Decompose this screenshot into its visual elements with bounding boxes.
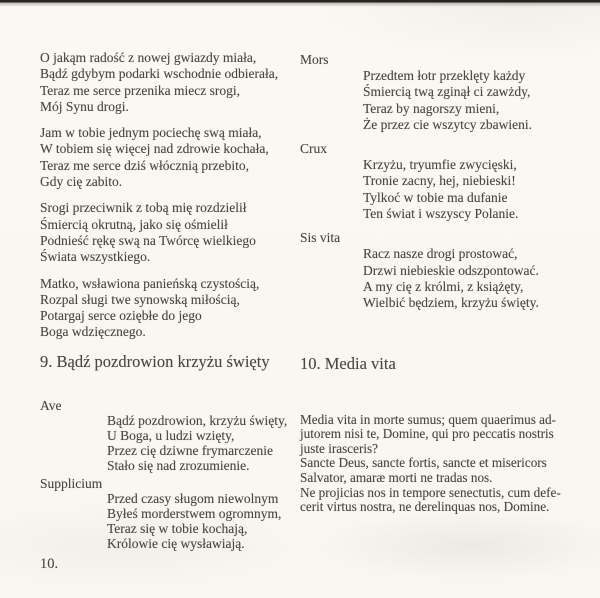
right-column xyxy=(300,52,580,515)
verse-line: Teraz się w tobie kochają, xyxy=(107,520,248,536)
labeled-stanza-crux xyxy=(300,141,580,222)
stanza xyxy=(363,157,580,222)
verse-line: Jam w tobie jednym pociechę swą miała, xyxy=(40,125,262,141)
stanza-label-sis-vita: Sis vita xyxy=(300,230,341,246)
verse-line: Srogi przeciwnik z tobą mię rozdzielił xyxy=(40,200,247,216)
hymn-heading-9: 9. Bądź pozdrowion krzyżu święty xyxy=(40,351,270,371)
stanza xyxy=(40,125,298,190)
labeled-stanza-mors xyxy=(300,52,580,133)
paragraph-line: Ne projicias nos in tempore senectutis, cum defe- xyxy=(300,484,561,500)
labeled-stanza-sis-vita xyxy=(300,230,580,311)
verse-line: Teraz me serce przenika miecz srogi, xyxy=(40,82,240,98)
stanza xyxy=(40,276,298,341)
verse-line: Podnieść rękę swą na Twórcę wielkiego xyxy=(40,232,256,248)
stanza xyxy=(107,413,298,474)
latin-paragraph xyxy=(300,413,580,515)
paragraph-line: jutorem nisi te, Domine, qui pro peccatis nostris xyxy=(300,426,554,442)
stanza xyxy=(40,50,298,115)
verse-line: Przedtem łotr przeklęty każdy xyxy=(363,68,526,83)
stanza-label-crux: Crux xyxy=(300,141,327,157)
verse-line: O jakąm radość z nowej gwiazdy miała, xyxy=(40,50,257,65)
page-top-edge-shadow xyxy=(0,0,600,7)
verse-line: Stało się nad zrozumienie. xyxy=(107,458,250,474)
labeled-stanza-supplicium xyxy=(40,476,298,552)
stanza xyxy=(40,200,298,265)
verse-line: Śmiercią okrutną, jako się ośmielił xyxy=(40,216,228,232)
verse-line: Przez cię dziwne frymarczenie xyxy=(107,443,274,459)
verse-line: Królowie cię wysławiają. xyxy=(107,536,245,552)
verse-line: Przed czasy sługom niewolnym xyxy=(107,490,279,506)
verse-line: Teraz me serce dziś włócznią przebito, xyxy=(40,157,249,173)
left-column xyxy=(40,50,298,551)
verse-line: Mój Synu drogi. xyxy=(40,98,129,114)
paragraph-line: Media vita in morte sumus; quem quaerimus ad- xyxy=(300,411,557,427)
stanza xyxy=(363,246,580,311)
stanza xyxy=(363,68,580,133)
verse-line: Świata wszystkiego. xyxy=(40,249,151,265)
verse-line: Rozpal sługi twe synowską miłością, xyxy=(40,291,240,307)
verse-line: Racz nasze drogi prostować, xyxy=(363,246,518,262)
verse-line: Śmiercią twą zginął ci zawżdy, xyxy=(363,84,531,100)
paragraph-line: cerit virtus nostra, ne derelinquas nos, Domine. xyxy=(300,499,550,515)
paragraph-line: juste irasceris? xyxy=(300,440,378,456)
verse-line: Że przez cie wszytcy zbawieni. xyxy=(363,116,533,132)
verse-line: Krzyżu, tryumfie zwycięski, xyxy=(363,157,517,173)
verse-line: Bądź pozdrowion, krzyżu święty, xyxy=(107,412,288,428)
verse-line: Byłeś morderstwem ogromnym, xyxy=(107,505,282,521)
verse-line: U Boga, u ludzi wzięty, xyxy=(107,427,235,443)
paragraph-line: Sancte Deus, sancte fortis, sancte et misericors xyxy=(300,455,547,471)
verse-line: Potargaj serce oziębłe do jego xyxy=(40,308,202,324)
stanza xyxy=(107,491,298,552)
verse-line: Gdy cię zabito. xyxy=(40,174,123,190)
verse-line: A my cię z królmi, z książęty, xyxy=(363,278,524,294)
verse-line: Matko, wsławiona panieńską czystością, xyxy=(40,275,260,291)
verse-line: Wielbić będziem, krzyżu święty. xyxy=(363,295,539,311)
verse-line: Tronie zacny, hej, niebieski! xyxy=(363,173,516,189)
verse-line: Bądź gdybym podarki wschodnie odbierała, xyxy=(40,66,279,82)
paragraph-line: Salvator, amaræ morti ne tradas nos. xyxy=(300,469,493,485)
verse-line: Teraz by nagorszy mieni, xyxy=(363,100,500,116)
verse-line: Boga wdzięcznego. xyxy=(40,324,146,340)
verse-line: Ten świat i wszyscy Polanie. xyxy=(363,206,519,222)
verse-line: W tobiem się więcej nad zdrowie kochała, xyxy=(40,141,269,157)
verse-line: Tylkoć w tobie ma dufanie xyxy=(363,189,508,205)
verse-line: Drzwi niebieskie odszpontować. xyxy=(363,262,539,278)
stanza-label-supplicium: Supplicium xyxy=(40,475,103,491)
hymn-heading-10: 10. Media vita xyxy=(300,353,396,373)
stanza-label-mors: Mors xyxy=(300,52,329,67)
page-number: 10. xyxy=(40,556,59,572)
labeled-stanza-ave xyxy=(40,398,298,474)
stanza-label-ave: Ave xyxy=(40,397,62,413)
